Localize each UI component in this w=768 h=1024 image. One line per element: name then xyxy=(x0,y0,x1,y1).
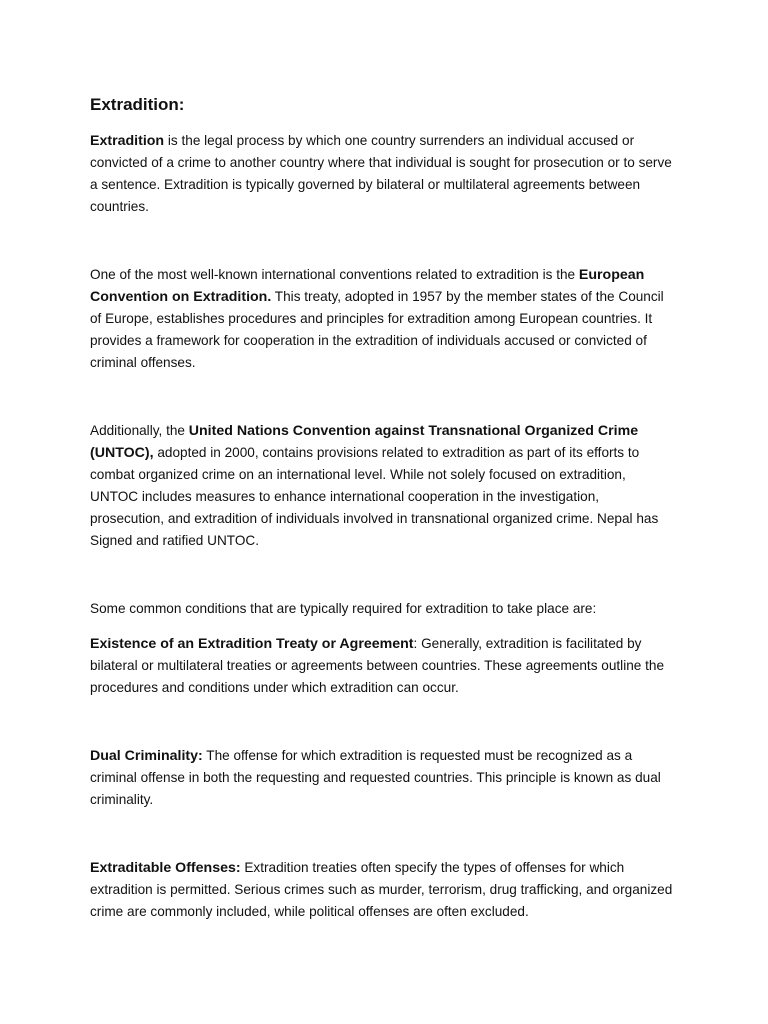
paragraph-text: adopted in 2000, contains provisions related to extradition as part of its efforts to combat organized crime on an international level. While not solely focused on extradition, UNTOC includes measures to enhance international cooperation in the investigation, prosecution, and extradition of individuals involved in transnational organized crime. Nepal has Signed and ratified UNTOC. xyxy=(90,445,659,548)
spacer xyxy=(90,811,676,857)
term-dual-criminality: Dual Criminality: xyxy=(90,748,203,764)
term-european-convention: European Convention on Extradition. xyxy=(90,267,645,305)
paragraph-text: is the legal process by which one country surrenders an individual accused or convicted of a crime to another country where that individual is sought for prosecution or to serve a sentence. Extradition is typically governed by bilateral or multilateral agreements between countries. xyxy=(90,133,672,214)
spacer xyxy=(90,620,676,633)
spacer xyxy=(90,374,676,420)
paragraph-text: Extradition treaties often specify the types of offenses for which extradition is permitted. Serious crimes such as murder, terrorism, drug trafficking, and organized crime are commonly included, while political offenses are often excluded. xyxy=(90,860,673,919)
paragraph-untoc xyxy=(90,420,676,552)
paragraph-text: : Generally, extradition is facilitated by bilateral or multilateral treaties or agreements between countries. These agreements outline the procedures and conditions under which extradition can occur. xyxy=(90,636,665,695)
spacer xyxy=(90,699,676,745)
term-treaty-agreement: Existence of an Extradition Treaty or Agreement xyxy=(90,636,414,652)
paragraph-conditions-intro: Some common conditions that are typically required for extradition to take place are: xyxy=(90,601,597,616)
paragraph-treaty-condition xyxy=(90,633,676,699)
paragraph-extraditable-offenses xyxy=(90,857,676,923)
paragraph-european-convention xyxy=(90,264,676,374)
spacer xyxy=(90,552,676,598)
term-extradition: Extradition xyxy=(90,133,165,149)
paragraph-dual-criminality xyxy=(90,745,676,811)
paragraph-text: The offense for which extradition is requested must be recognized as a criminal offense in both the requesting and requested countries. This principle is known as dual criminality. xyxy=(90,748,661,807)
spacer xyxy=(90,218,676,264)
paragraph-text: Additionally, the xyxy=(90,423,189,438)
paragraph-text: This treaty, adopted in 1957 by the member states of the Council of Europe, establishes procedures and principles for extradition among European countries. It provides a framework for cooperation in the extradition of individuals accused or convicted of criminal offenses. xyxy=(90,289,664,370)
term-untoc: United Nations Convention against Transnational Organized Crime (UNTOC), xyxy=(90,423,639,461)
term-extraditable-offenses: Extraditable Offenses: xyxy=(90,860,241,876)
paragraph-text: One of the most well-known international conventions related to extradition is the xyxy=(90,267,579,282)
document-title: Extradition: xyxy=(90,95,185,114)
paragraph-extradition-definition xyxy=(90,130,676,218)
